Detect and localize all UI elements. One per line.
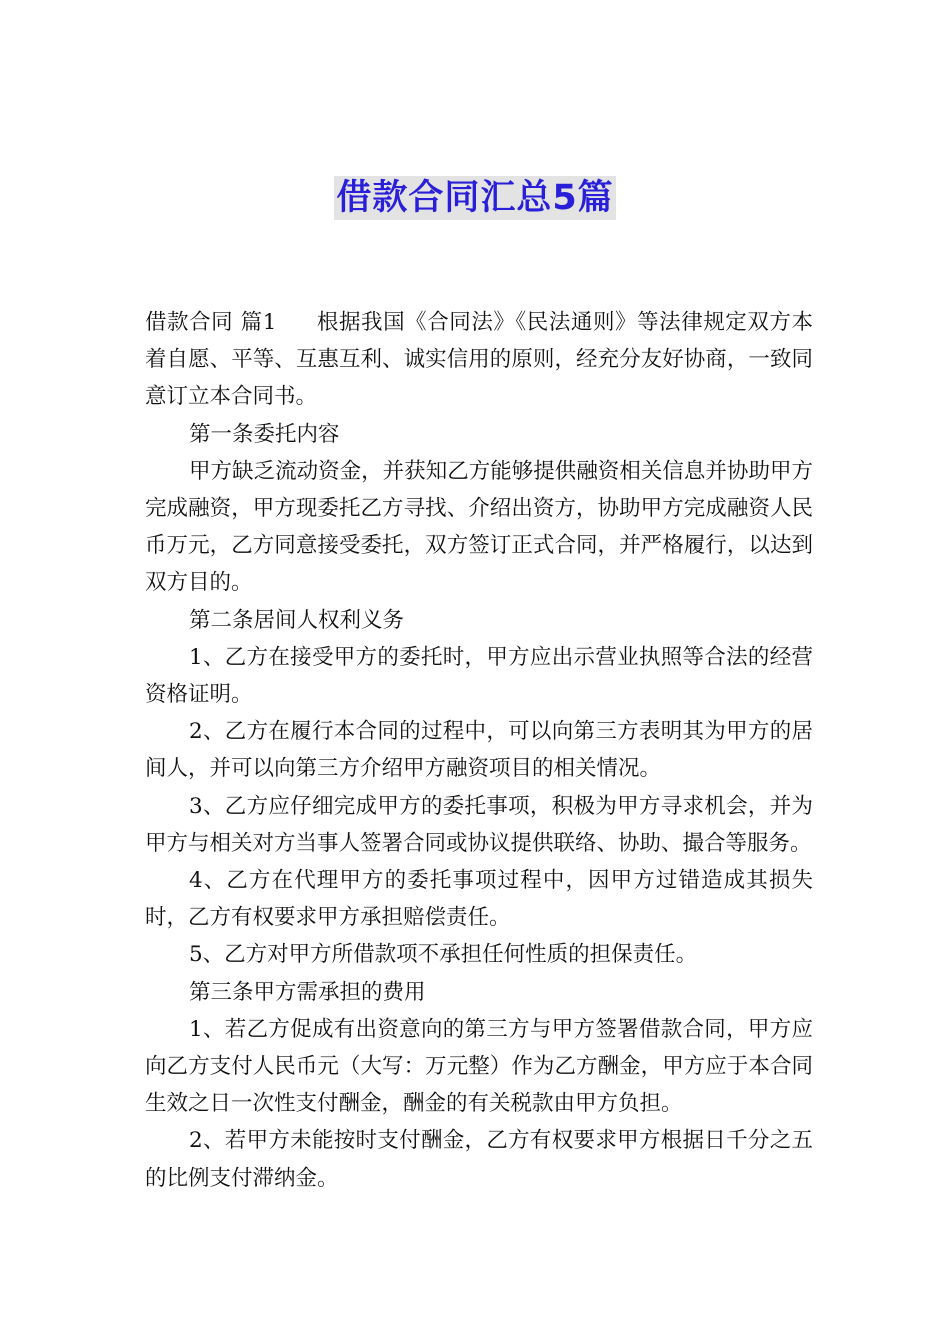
intro-text: 根据我国《合同法》《民法通则》等法律规定双方本着自愿、平等、互惠互利、诚实信用的原则，经充分友好协商，一致同意订立本合同书。	[145, 310, 813, 410]
clause-item: 3、乙方应仔细完成甲方的委托事项，积极为甲方寻求机会，并为甲方与相关对方当事人签署合同或协议提供联络、协助、撮合等服务。	[145, 793, 813, 856]
clause-item: 4、乙方在代理甲方的委托事项过程中，因甲方过错造成其损失时，乙方有权要求甲方承担赔偿责任。	[145, 868, 813, 931]
title-container	[0, 176, 950, 220]
clause-item: 1、乙方在接受甲方的委托时，甲方应出示营业执照等合法的经营资格证明。	[145, 644, 813, 708]
document-title: 借款合同汇总5篇	[336, 178, 614, 218]
article-heading: 第三条甲方需承担的费用	[189, 979, 426, 1005]
article-heading: 第二条居间人权利义务	[189, 607, 405, 633]
clause-item: 2、若甲方未能按时支付酬金，乙方有权要求甲方根据日千分之五的比例支付滞纳金。	[145, 1128, 813, 1191]
article-heading: 第一条委托内容	[189, 421, 340, 447]
clause-item: 5、乙方对甲方所借款项不承担任何性质的担保责任。	[189, 942, 698, 968]
intro-paragraph	[145, 304, 813, 416]
clause-item: 2、乙方在履行本合同的过程中，可以向第三方表明其为甲方的居间人，并可以向第三方介绍甲方融资项目的相关情况。	[145, 719, 813, 782]
body-paragraph: 甲方缺乏流动资金，并获知乙方能够提供融资相关信息并协助甲方完成融资，甲方现委托乙方寻找、介绍出资方，协助甲方完成融资人民币万元，乙方同意接受委托，双方签订正式合同，并严格履行，以达到双方目的。	[145, 458, 813, 596]
clause-item: 1、若乙方促成有出资意向的第三方与甲方签署借款合同，甲方应向乙方支付人民币元（大写：万元整）作为乙方酬金，甲方应于本合同生效之日一次性支付酬金，酬金的有关税款由甲方负担。	[145, 1016, 813, 1117]
document-body	[145, 304, 813, 1197]
section-label: 借款合同 篇1	[145, 310, 277, 335]
